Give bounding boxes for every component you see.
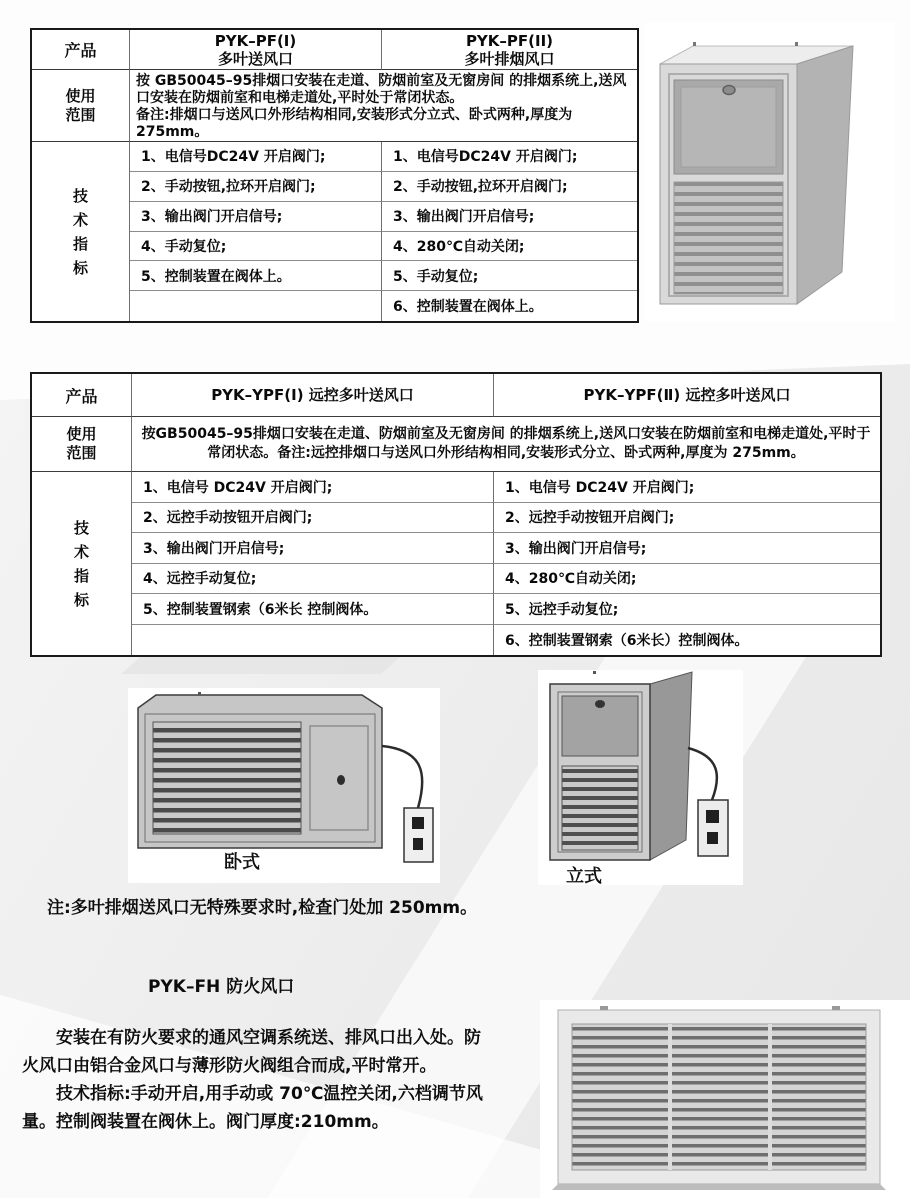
note-text: 注:多叶排烟送风口无特殊要求时,检查门处加 250mm。 bbox=[47, 898, 478, 918]
t1-tech-item bbox=[130, 202, 382, 232]
spec-table-pyk-ypf bbox=[30, 372, 882, 657]
t2-usage-label: 使用范围 bbox=[66, 425, 97, 462]
fh-section-paragraphs bbox=[22, 1024, 488, 1136]
t1-tech-label: 技术指标 bbox=[72, 186, 88, 277]
t2-tech-item bbox=[132, 594, 494, 625]
t1-tech-c1-r1: 1、电信号DC24V 开启阀门; bbox=[141, 149, 326, 166]
t2-tech-c2-r6: 6、控制装置钢索（6米长）控制阀体。 bbox=[505, 632, 749, 649]
t1-col2-title bbox=[464, 32, 554, 68]
t2-tech-c1-r2: 2、远控手动按钮开启阀门; bbox=[143, 510, 313, 527]
t1-tech-label-cell bbox=[32, 142, 130, 321]
t2-usage-text: 按GB50045–95排烟口安装在走道、防烟前室及无窗房间 的排烟系统上,送风口安装在防烟前室和电梯走道处,平时于常闭状态。备注:远控排烟口与送风口外形结构相同,安装形式分立、卧式两种,厚度为 275mm。 bbox=[141, 426, 871, 461]
t1-tech-item bbox=[382, 232, 637, 262]
figure-vertical-caption: 立式 bbox=[566, 866, 602, 887]
figure-horizontal-caption: 卧式 bbox=[224, 852, 260, 873]
t1-product-label: 产品 bbox=[64, 41, 97, 60]
spec-table-pyk-pf bbox=[30, 28, 639, 323]
t1-tech-c1-r3: 3、输出阀门开启信号; bbox=[141, 209, 283, 226]
fh-paragraph-2: 技术指标:手动开启,用手动或 70℃温控关闭,六档调节风量。控制阀装置在阀休上。阀门厚度:210mm。 bbox=[22, 1084, 483, 1132]
vertical-unit-illustration bbox=[538, 670, 743, 870]
t1-tech-item bbox=[130, 232, 382, 262]
t2-tech-item bbox=[494, 503, 880, 534]
t1-tech-item bbox=[382, 261, 637, 291]
t2-product-label-cell bbox=[32, 374, 132, 417]
t2-tech-c1-r3: 3、输出阀门开启信号; bbox=[143, 540, 285, 557]
t2-tech-label: 技术指标 bbox=[73, 518, 89, 609]
t2-tech-c2-r3: 3、输出阀门开启信号; bbox=[505, 540, 647, 557]
t2-col2-header-cell bbox=[494, 374, 880, 417]
t1-tech-c1-r2: 2、手动按钮,拉环开启阀门; bbox=[141, 179, 316, 196]
t1-tech-item bbox=[130, 261, 382, 291]
t1-usage-text-cell bbox=[130, 70, 637, 142]
t2-tech-c1-r4: 4、远控手动复位; bbox=[143, 571, 257, 588]
t1-tech-c1-r5: 5、控制装置在阀体上。 bbox=[141, 268, 291, 285]
t2-tech-c2-r4: 4、280℃自动关闭; bbox=[505, 571, 637, 588]
t2-tech-item bbox=[494, 625, 880, 656]
fh-paragraph-1: 安装在有防火要求的通风空调系统送、排风口出入处。防火风口由铝合金风口与薄形防火阀组合而成,平时常开。 bbox=[22, 1028, 481, 1076]
t1-tech-c2-r3: 3、输出阀门开启信号; bbox=[393, 209, 535, 226]
t1-tech-c2-r2: 2、手动按钮,拉环开启阀门; bbox=[393, 179, 568, 196]
t1-col2-header-cell bbox=[382, 30, 637, 70]
t1-usage-label: 使用范围 bbox=[65, 86, 96, 124]
t1-tech-item bbox=[382, 172, 637, 202]
t1-product-label-cell bbox=[32, 30, 130, 70]
t1-tech-item bbox=[130, 142, 382, 172]
t1-tech-item bbox=[130, 172, 382, 202]
t2-tech-c2-r1: 1、电信号 DC24V 开启阀门; bbox=[505, 479, 695, 496]
t1-col1-title bbox=[215, 32, 297, 68]
t1-tech-c2-r6: 6、控制装置在阀体上。 bbox=[393, 299, 543, 316]
t2-tech-item bbox=[494, 564, 880, 595]
photo-vent-unit bbox=[645, 22, 895, 322]
t2-tech-item bbox=[132, 533, 494, 564]
t2-tech-c1-r5: 5、控制装置钢索（6米长 控制阀体。 bbox=[143, 601, 378, 618]
t2-tech-item bbox=[132, 503, 494, 534]
t1-tech-c2-r5: 5、手动复位; bbox=[393, 268, 479, 285]
t2-tech-c2-r5: 5、远控手动复位; bbox=[505, 601, 619, 618]
fh-section-heading: PYK–FH 防火风口 bbox=[148, 977, 295, 997]
t1-col1-title-line1: PYK–PF(I) bbox=[214, 31, 297, 50]
t2-tech-item bbox=[132, 472, 494, 503]
t2-tech-item bbox=[494, 533, 880, 564]
t1-usage-remark: 备注:排烟口与送风口外形结构相同,安装形式分立式、卧式两种,厚度为 275mm。 bbox=[136, 107, 573, 140]
t2-tech-item bbox=[494, 472, 880, 503]
t2-col1-header-cell bbox=[132, 374, 494, 417]
vent-unit-illustration bbox=[645, 22, 895, 322]
t1-tech-item bbox=[382, 142, 637, 172]
t1-tech-item bbox=[130, 291, 382, 321]
t2-tech-item bbox=[132, 564, 494, 595]
t2-usage-text-cell bbox=[132, 417, 880, 472]
t2-product-label: 产品 bbox=[65, 386, 98, 406]
t2-tech-c1-r1: 1、电信号 DC24V 开启阀门; bbox=[143, 479, 333, 496]
t1-tech-c1-r4: 4、手动复位; bbox=[141, 238, 227, 255]
horizontal-unit-illustration bbox=[128, 688, 440, 866]
figure-vertical-unit bbox=[538, 670, 743, 885]
t1-col1-header-cell bbox=[130, 30, 382, 70]
t1-tech-item bbox=[382, 202, 637, 232]
t1-col2-title-line1: PYK–PF(II) bbox=[465, 31, 554, 50]
t2-tech-item bbox=[132, 625, 494, 656]
t1-usage-main: 按 GB50045–95排烟口安装在走道、防烟前室及无窗房间 的排烟系统上,送风口安装在防烟前室和电梯走道处,平时处于常闭状态。 bbox=[136, 73, 627, 106]
t2-col1-title: PYK–YPF(Ⅰ) 远控多叶送风口 bbox=[211, 386, 414, 404]
grille-illustration bbox=[540, 1000, 896, 1192]
t2-usage-label-cell bbox=[32, 417, 132, 472]
t2-tech-item bbox=[494, 594, 880, 625]
fire-damper-grille-photo bbox=[540, 1000, 910, 1198]
t1-col2-title-line2: 多叶排烟风口 bbox=[464, 49, 555, 68]
t2-col2-title: PYK–YPF(Ⅱ) 远控多叶送风口 bbox=[583, 386, 791, 404]
t1-tech-c2-r1: 1、电信号DC24V 开启阀门; bbox=[393, 149, 578, 166]
t2-tech-label-cell bbox=[32, 472, 132, 655]
t1-tech-c2-r4: 4、280℃自动关闭; bbox=[393, 238, 525, 255]
t1-usage-label-cell bbox=[32, 70, 130, 142]
figure-horizontal-unit bbox=[128, 688, 440, 883]
t1-col1-title-line2: 多叶送风口 bbox=[217, 49, 293, 68]
t1-tech-item bbox=[382, 291, 637, 321]
t2-tech-c2-r2: 2、远控手动按钮开启阀门; bbox=[505, 510, 675, 527]
